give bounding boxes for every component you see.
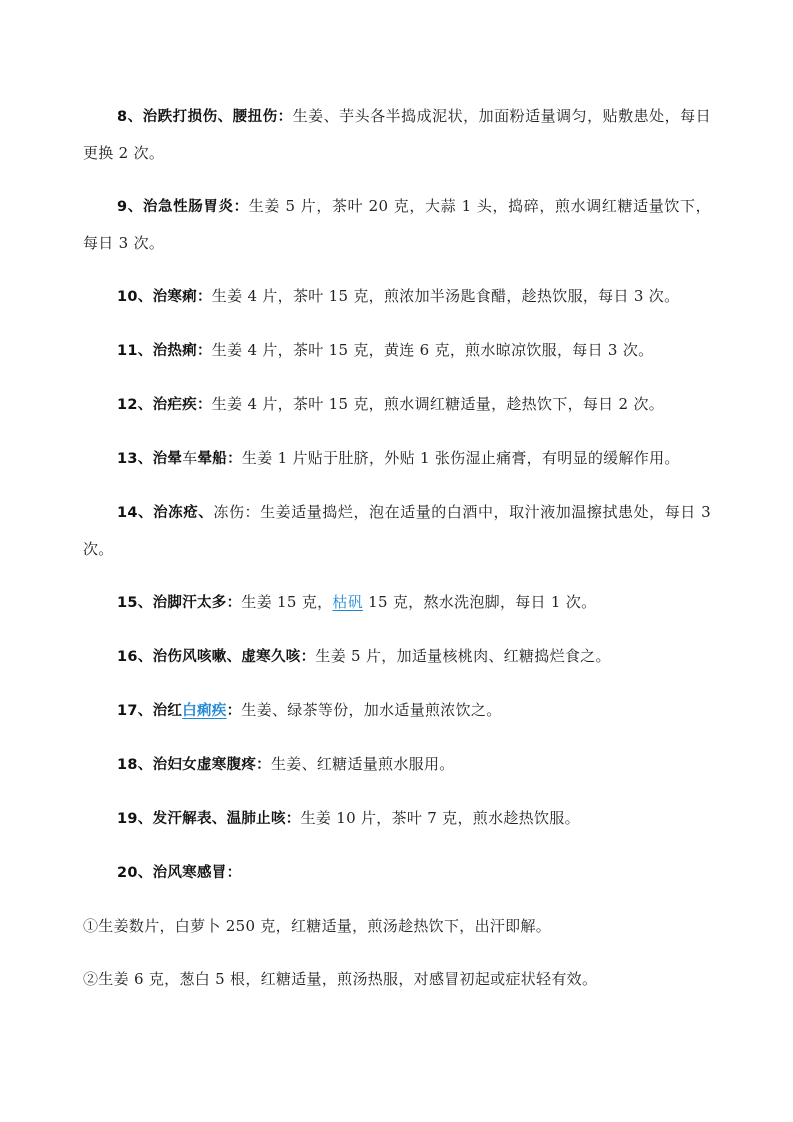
remedy-title: 治晕 <box>152 451 183 467</box>
remedy-title: 治冻疮、 <box>153 505 214 521</box>
remedy-body: 生姜 5 片，茶叶 20 克，大蒜 1 头，捣碎，煎水调红糖适量饮下，每日 3 次。 <box>83 197 711 252</box>
remedy-sub-item-1 <box>83 908 711 944</box>
remedy-title: 治妇女虚寒腹疼： <box>152 757 271 773</box>
remedy-body: 生姜、绿茶等份，加水适量煎浓饮之。 <box>241 701 502 719</box>
remedy-title: 治急性肠胃炎： <box>142 199 249 215</box>
remedy-number: 9、 <box>117 199 143 215</box>
remedy-body: 生姜 4 片，茶叶 15 克，黄连 6 克，煎水晾凉饮服，每日 3 次。 <box>211 341 654 359</box>
remedy-item-12 <box>83 386 711 423</box>
remedy-item-20 <box>83 854 711 891</box>
remedy-item-17 <box>83 692 711 729</box>
remedy-number: 19、 <box>117 811 153 827</box>
remedy-title-plain: 车 <box>182 449 198 467</box>
remedy-number: 20、 <box>117 865 153 881</box>
remedy-item-11 <box>83 332 711 369</box>
remedy-item-10 <box>83 278 711 315</box>
remedy-item-19 <box>83 800 711 837</box>
remedy-item-14 <box>83 494 711 567</box>
remedy-title: 晕船： <box>197 451 242 467</box>
remedy-title: 治红 <box>152 703 183 719</box>
remedy-number: 15、 <box>117 595 153 611</box>
remedy-body: 生姜 10 片，茶叶 7 克，煎水趁热饮服。 <box>300 809 580 827</box>
remedy-item-13 <box>83 440 711 477</box>
remedy-title: 治寒痢： <box>152 289 212 305</box>
remedy-title: 治热痢： <box>152 343 212 359</box>
remedy-title: 治伤风咳嗽、虚寒久咳： <box>152 649 316 665</box>
document-page <box>83 98 711 1014</box>
remedy-title-plain: 冻伤： <box>213 503 261 521</box>
link-bailiji[interactable]: 白痢疾 <box>182 703 227 719</box>
remedy-body: 生姜 4 片，茶叶 15 克，煎浓加半汤匙食醋，趁热饮服，每日 3 次。 <box>211 287 680 305</box>
remedy-body: 生姜 4 片，茶叶 15 克，煎水调红糖适量，趁热饮下，每日 2 次。 <box>211 395 665 413</box>
sub-item-text: ①生姜数片，白萝卜 250 克，红糖适量，煎汤趁热饮下，出汗即解。 <box>83 917 552 935</box>
remedy-number: 18、 <box>117 757 153 773</box>
remedy-body: 生姜 1 片贴于肚脐，外贴 1 张伤湿止痛膏，有明显的缓解作用。 <box>241 449 680 467</box>
remedy-sub-item-2 <box>83 961 711 997</box>
remedy-number: 11、 <box>117 343 153 359</box>
remedy-number: 8、 <box>117 109 143 125</box>
remedy-title: 发汗解表、温肺止咳： <box>152 811 301 827</box>
remedy-number: 16、 <box>117 649 153 665</box>
remedy-item-8 <box>83 98 711 171</box>
remedy-item-18 <box>83 746 711 783</box>
remedy-number: 13、 <box>117 451 153 467</box>
remedy-title: 治风寒感冒： <box>152 865 242 881</box>
remedy-number: 17、 <box>117 703 153 719</box>
remedy-title: ： <box>226 703 242 719</box>
remedy-body: 生姜 5 片，加适量核桃肉、红糖捣烂食之。 <box>315 647 611 665</box>
remedy-number: 12、 <box>117 397 153 413</box>
remedy-body: 生姜适量捣烂，泡在适量的白酒中，取汁液加温擦拭患处，每日 3 次。 <box>83 503 712 558</box>
remedy-number: 14、 <box>117 505 154 521</box>
remedy-item-16 <box>83 638 711 675</box>
remedy-body: 15 克，熬水洗泡脚，每日 1 次。 <box>363 593 597 611</box>
link-kufan[interactable]: 枯矾 <box>332 593 364 611</box>
remedy-title: 治疟疾： <box>152 397 212 413</box>
sub-item-text: ②生姜 6 克，葱白 5 根，红糖适量，煎汤热服，对感冒初起或症状轻有效。 <box>83 970 598 988</box>
remedy-body: 生姜 15 克， <box>241 593 333 611</box>
remedy-number: 10、 <box>117 289 153 305</box>
remedy-title: 治跌打损伤、腰扭伤： <box>142 109 293 125</box>
remedy-title: 治脚汗太多： <box>152 595 242 611</box>
remedy-item-15 <box>83 584 711 621</box>
remedy-body: 生姜、芋头各半捣成泥状，加面粉适量调匀，贴敷患处，每日更换 2 次。 <box>83 107 711 162</box>
remedy-item-9 <box>83 188 711 261</box>
remedy-body: 生姜、红糖适量煎水服用。 <box>270 755 455 773</box>
